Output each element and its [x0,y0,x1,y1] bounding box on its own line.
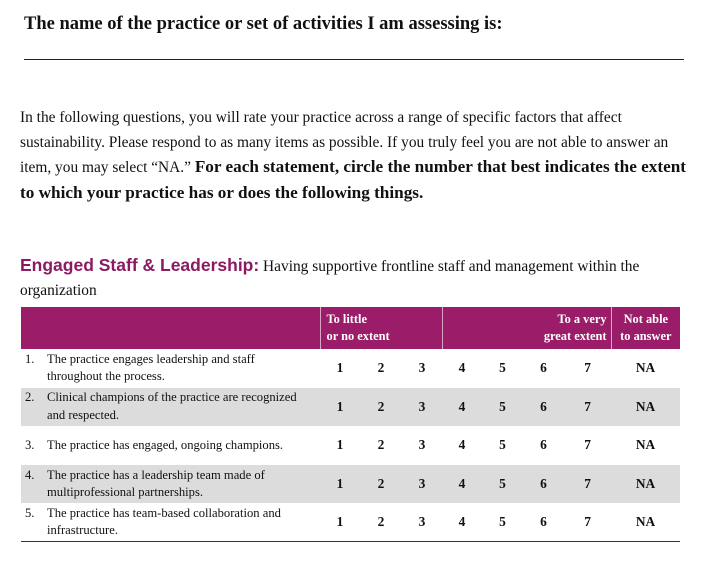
rating-option-5[interactable]: 5 [499,398,506,414]
rating-option-2[interactable]: 2 [377,360,385,376]
scale-high-label-line1: To a very [557,312,607,326]
rating-option-3[interactable]: 3 [418,360,426,376]
item-statement [21,349,320,388]
rating-option-5[interactable]: 5 [499,437,506,453]
rating-option-6[interactable]: 6 [540,476,547,492]
rating-option-na[interactable]: NA [635,437,656,453]
rating-option-1[interactable]: 1 [336,360,344,376]
item-text: The practice has engaged, ongoing champions. [47,437,284,452]
table-row [21,388,680,427]
rating-option-6[interactable]: 6 [540,398,547,414]
item-number: 1. [25,351,35,366]
rating-option-3[interactable]: 3 [418,514,426,530]
rating-option-7[interactable]: 7 [584,514,591,530]
section-description: Having supportive frontline staff and management within the organization [20,258,640,299]
rating-option-na[interactable]: NA [635,476,656,492]
scale-na-label-line1: Not able [623,312,669,326]
rating-option-5[interactable]: 5 [499,360,506,376]
rating-option-na[interactable]: NA [635,360,656,376]
rating-option-5[interactable]: 5 [499,476,506,492]
section-name: Engaged Staff & Leadership: [20,255,260,275]
item-text: The practice engages leadership and staff throughout the process. [47,351,255,384]
item-number: 2. [25,390,35,405]
practice-name-answer-line[interactable] [24,59,684,60]
scale-high-label-line2: great extent [543,329,607,343]
rating-option-6[interactable]: 6 [540,514,547,530]
item-number: 5. [25,506,35,521]
table-row [21,503,680,542]
instructions-emphasis: For each statement, circle the number that best indicates the extent to which your practice has or does the following things. [20,157,686,202]
rating-option-2[interactable]: 2 [377,437,385,453]
instructions [20,106,695,206]
table-row [21,465,680,504]
rating-option-4[interactable]: 4 [458,476,466,492]
page-title: The name of the practice or set of activities I am assessing is: [24,14,503,34]
item-statement [21,503,320,542]
rating-option-2[interactable]: 2 [377,514,385,530]
section-heading [20,253,695,303]
rating-table [21,307,680,542]
item-text: Clinical champions of the practice are recognized and respected. [47,390,297,422]
rating-option-7[interactable]: 7 [584,476,591,492]
rating-option-4[interactable]: 4 [458,437,466,453]
rating-option-4[interactable]: 4 [458,514,466,530]
rating-option-na[interactable]: NA [635,514,656,530]
scale-na-label-line2: to answer [620,329,672,343]
table-header-row [21,307,680,349]
rating-option-7[interactable]: 7 [584,437,591,453]
header-blank [21,307,320,349]
rating-option-5[interactable]: 5 [499,514,506,530]
rating-option-3[interactable]: 3 [418,476,426,492]
rating-option-1[interactable]: 1 [336,437,344,453]
rating-option-1[interactable]: 1 [336,398,344,414]
scale-low-label [320,307,442,349]
item-text: The practice has a leadership team made of multiprofessional partnerships. [47,467,265,500]
rating-option-6[interactable]: 6 [540,437,547,453]
rating-option-7[interactable]: 7 [584,360,591,376]
rating-option-1[interactable]: 1 [336,514,344,530]
rating-option-3[interactable]: 3 [418,437,426,453]
scale-low-label-line1: To little [326,312,367,326]
item-number: 4. [25,467,35,482]
item-statement [21,465,320,504]
rating-option-3[interactable]: 3 [418,398,426,414]
scale-high-label [442,307,611,349]
rating-option-4[interactable]: 4 [458,398,466,414]
rating-option-7[interactable]: 7 [584,398,591,414]
table-row [21,349,680,388]
item-text: The practice has team-based collaboration and infrastructure. [47,506,281,538]
table-row [21,426,680,465]
rating-option-na[interactable]: NA [635,398,656,414]
rating-option-2[interactable]: 2 [377,398,385,414]
rating-option-4[interactable]: 4 [458,360,466,376]
rating-option-2[interactable]: 2 [377,476,385,492]
rating-option-1[interactable]: 1 [336,476,344,492]
item-statement [21,388,320,427]
instructions-text: In the following questions, you will rate your practice across a range of specific factors that affect sustainability. Please respond to as many items as possible. If you truly feel you are not able to answer an item, you may select “NA.” [20,109,669,176]
rating-option-6[interactable]: 6 [540,360,547,376]
scale-na-label [611,307,680,349]
item-statement [21,426,320,465]
item-number: 3. [25,437,35,452]
scale-low-label-line2: or no extent [326,329,390,343]
items-body [21,349,680,542]
